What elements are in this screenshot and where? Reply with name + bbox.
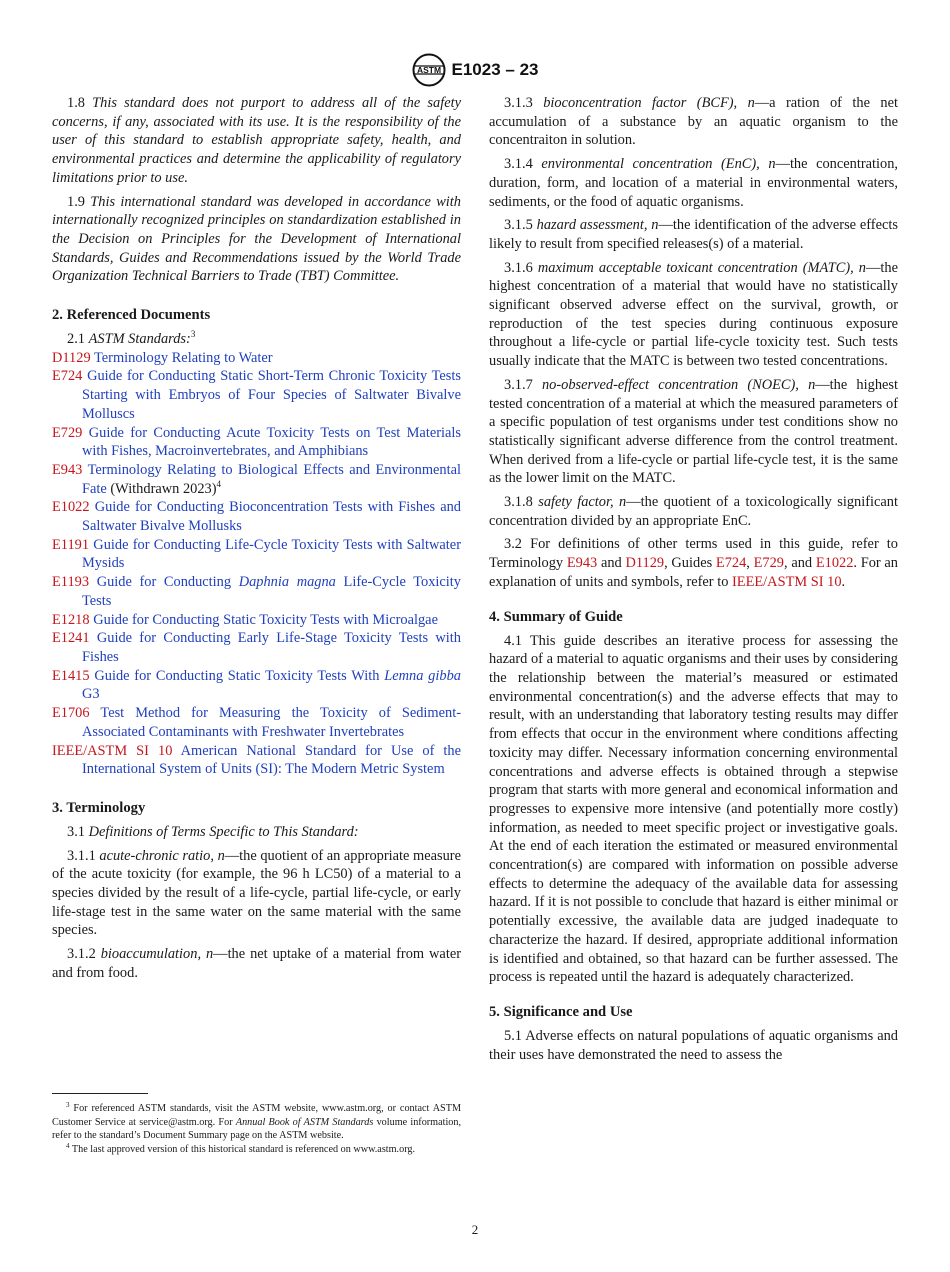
ref-e1241[interactable]: E1241 Guide for Conducting Early Life-Stage Toxicity Tests with Fishes	[52, 630, 461, 665]
ref-e1022[interactable]: E1022 Guide for Conducting Bioconcentration Tests with Fishes and Saltwater Bivalve Mollusks	[52, 499, 461, 535]
paragraph-1-8: 1.8 This standard does not purport to address all of the safety concerns, if any, associated with its use. It is the responsibility of the user of this standard to establish appropriate safety, health, and environmental practices and determine the applicability of regulatory limitations prior to use.	[52, 95, 461, 186]
section-2-heading: 2. Referenced Documents	[52, 307, 211, 324]
paragraph-3-1: 3.1 Definitions of Terms Specific to This Standard:	[67, 823, 359, 840]
section-3-heading: 3. Terminology	[52, 799, 146, 816]
paragraph-3-1-4: 3.1.4 environmental concentration (EnC), n—the concentration, duration, form, and location of a material in environmental waters, sediments, or the food of aquatic organisms.	[489, 156, 898, 210]
ref-e724[interactable]: E724 Guide for Conducting Static Short-Term Chronic Toxicity Tests Starting with Embryos of Four Species of Saltwater Bivalve Molluscs	[52, 368, 461, 422]
footnote-4: $^4$ The last approved version of this historical standard is referenced on www.astm.org.	[66, 1141, 416, 1155]
paragraph-2-1: 2.1 ASTM Standards:$^3$	[67, 329, 196, 348]
link-e729[interactable]: E729	[753, 555, 785, 572]
paragraph-1-9: 1.9 This international standard was developed in accordance with internationally recognized principles on standardization established in the Decision on Principles for the Development of International Standards, Guides and Recommendations issued by the World Trade Organization Technical Barriers to Trade (TBT) Committee.	[52, 193, 461, 285]
link-e1022[interactable]: E1022	[815, 555, 854, 572]
ref-ieee-astm-si-10[interactable]: IEEE/ASTM SI 10 American National Standard for Use of the International System of Units (SI): The Modern Metric System	[52, 742, 461, 778]
ref-e943[interactable]: E943 Terminology Relating to Biological Effects and Environmental Fate (Withdrawn 2023)$^4$	[52, 461, 461, 497]
ref-e1191[interactable]: E1191 Guide for Conducting Life-Cycle Toxicity Tests with Saltwater Mysids	[52, 536, 461, 572]
paragraph-4-1: 4.1 This guide describes an iterative process for assessing the hazard of a material to aquatic organisms and their uses by considering the relationship between the material’s measured or estimated environmental concentration(s) and the adverse effects that may to result, with an understanding that laboratory testing results may differ from effects that occur in the environment where conditions affecting toxicity may differ. Necessary information concerning environmental concentrations and adverse effects is obtained through a stepwise program that starts with more general and economical information and progresses to expensive more intensive (and potentially more costly) information, as needed to meet specific project or investigative goals. At the end of each iteration the estimated or measured environmental concentration(s) are compared with information on possible adverse effects to determine the adequacy of the available data for assessing hazard. If it is not possible to conclude that hazard is either minimal or potentially excessive, the available data are judged inadequate to characterize the hazard. If desired, appropriate additional information is identified and obtained, so that hazard can be further assessed. The process is repeated until the hazard is adequately characterized.	[489, 632, 898, 986]
ref-e729[interactable]: E729 Guide for Conducting Acute Toxicity Tests on Test Materials with Fishes, Macroinvertebrates, and Amphibians	[52, 424, 461, 460]
standard-designation: E1023 – 23	[451, 60, 539, 79]
ref-e1218[interactable]: E1218 Guide for Conducting Static Toxicity Tests with Microalgae	[52, 611, 438, 628]
section-4-heading: 4. Summary of Guide	[489, 608, 623, 625]
paragraph-5-1: 5.1 Adverse effects on natural populations of aquatic organisms and their uses have demonstrated the need to assess the	[489, 1027, 898, 1063]
ref-e1415[interactable]: E1415 Guide for Conducting Static Toxicity Tests With Lemna gibba G3	[52, 667, 461, 703]
ref-d1129[interactable]: D1129 Terminology Relating to Water	[52, 349, 273, 366]
svg-text:ASTM: ASTM	[416, 64, 441, 75]
section-5-heading: 5. Significance and Use	[489, 1003, 633, 1020]
ref-e1193[interactable]: E1193 Guide for Conducting Daphnia magna Life-Cycle Toxicity Tests	[52, 574, 461, 609]
page-number: 2	[471, 1222, 479, 1237]
paragraph-3-1-6: 3.1.6 maximum acceptable toxicant concentration (MATC), n—the highest concentration of a material that would have no statistically significant observed adverse effect on the survival, growth, or reproduction of the test species during continuous exposure throughout a life-cycle or partial life-cycle toxicity test. Such tests usually indicate that the MATC is between two tested concentrations.	[489, 259, 898, 370]
paragraph-3-1-5: 3.1.5 hazard assessment, n—the identification of the adverse effects likely to result from specified releases(s) of a material.	[489, 217, 898, 252]
paragraph-3-1-1: 3.1.1 acute-chronic ratio, n—the quotient of an appropriate measure of the acute toxicity (for example, the 96 h LC50) of a material to a species divided by the result of a life-cycle, partial life-cycle, or early life-stage test in the same water on the same material with the same species.	[52, 847, 461, 939]
astm-logo-icon	[412, 53, 446, 87]
paragraph-3-2: 3.2 For definitions of other terms used in this guide, refer to Terminology E943 and D1129, Guides E724, E729, and E1022. For an explanation of units and symbols, refer to IEEE/ASTM SI 10.	[489, 536, 898, 590]
page-header	[0, 52, 950, 88]
link-ieee-astm-si-10[interactable]: IEEE/ASTM SI 10	[732, 573, 842, 590]
paragraph-3-1-2: 3.1.2 bioaccumulation, n—the net uptake of a material from water and from food.	[52, 946, 461, 981]
right-column	[489, 94, 898, 1069]
footnote-3: $^3$ For referenced ASTM standards, visit the ASTM website, www.astm.org, or contact ASTM Customer Service at service@astm.org. For Annual Book of ASTM Standards volume information, refer to the standard’s Document Summary page on the ASTM website.	[52, 1101, 462, 1141]
link-e943[interactable]: E943	[566, 555, 598, 572]
footnotes	[52, 1093, 461, 1156]
footnote-divider	[52, 1093, 148, 1094]
referenced-documents-list	[52, 349, 461, 779]
left-column	[52, 94, 461, 988]
ref-e1706[interactable]: E1706 Test Method for Measuring the Toxicity of Sediment-Associated Contaminants with Freshwater Invertebrates	[52, 705, 462, 740]
link-d1129[interactable]: D1129	[625, 555, 665, 572]
link-e724[interactable]: E724	[715, 555, 747, 572]
paragraph-3-1-8: 3.1.8 safety factor, n—the quotient of a toxicologically significant concentration divided by an appropriate EnC.	[489, 494, 898, 529]
paragraph-3-1-7: 3.1.7 no-observed-effect concentration (NOEC), n—the highest tested concentration of a material at which the measured parameters of a specific population of test organisms under test conditions show no statistically significant adverse difference from the control treatment. When derived from a life-cycle or partial life-cycle test, it is the same as the lower limit on the MATC.	[489, 376, 899, 487]
paragraph-3-1-3: 3.1.3 bioconcentration factor (BCF), n—a ration of the net accumulation of a substance by an aquatic organism to the concentraiton in solution.	[489, 95, 898, 149]
